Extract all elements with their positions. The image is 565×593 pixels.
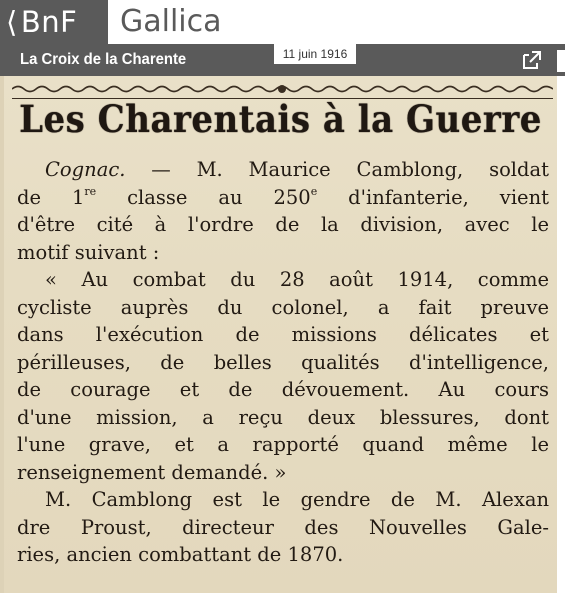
article-body [17, 156, 549, 569]
site-name[interactable]: Gallica [120, 4, 222, 39]
text-line [17, 156, 549, 184]
bnf-logo[interactable] [0, 0, 108, 44]
bnf-logo-text: BnF [20, 5, 78, 39]
publication-title[interactable]: La Croix de la Charente [20, 51, 187, 68]
bnf-bracket-glyph: ⟨ [6, 5, 18, 39]
document-viewer[interactable] [0, 76, 565, 593]
decorative-rule [12, 84, 553, 94]
side-tab[interactable] [557, 50, 565, 72]
site-header [0, 0, 565, 44]
text-line: cycliste auprès du colonel, a fait preuve [17, 295, 549, 319]
text-line-part: — M. Maurice Camblong, soldat [125, 158, 549, 181]
text-line: dans l'exécution de missions délicates et [17, 323, 549, 346]
text-line: ries, ancien combattant de 1870. [17, 543, 344, 566]
issue-date: 11 juin 1916 [274, 44, 356, 64]
text-line: « Au combat du 28 août 1914, comme [45, 268, 549, 291]
text-line-part: d'infanterie, vient [317, 185, 549, 209]
article-headline: Les Charentais à la Guerre [19, 98, 542, 142]
text-line-part: de 1 [17, 185, 85, 209]
text-line: M. Camblong est le gendre de M. Alexan [45, 488, 549, 511]
text-line [17, 184, 549, 212]
viewer-edge [557, 76, 565, 593]
dateline-city: Cognac. [45, 158, 126, 181]
publication-bar [0, 44, 565, 76]
superscript: e [310, 184, 318, 198]
superscript: re [84, 184, 97, 198]
text-line: l'une grave, et a rapporté quand même le [17, 433, 549, 456]
text-line-part: classe au 250 [96, 185, 311, 209]
text-line: d'être cité à l'ordre de la division, avec le [17, 213, 549, 236]
text-line: renseignement demandé. » [17, 460, 287, 484]
newspaper-clipping [4, 76, 557, 593]
text-line: dre Proust, directeur des Nouvelles Gale- [17, 515, 549, 539]
export-icon [520, 48, 544, 72]
text-line: périlleuses, de belles qualités d'intelligence, [17, 350, 549, 374]
text-line: d'une mission, a reçu deux blessures, dont [17, 405, 549, 429]
export-button[interactable] [520, 48, 544, 72]
text-line: motif suivant : [17, 240, 160, 264]
text-line: de courage et de dévouement. Au cours [17, 378, 549, 401]
